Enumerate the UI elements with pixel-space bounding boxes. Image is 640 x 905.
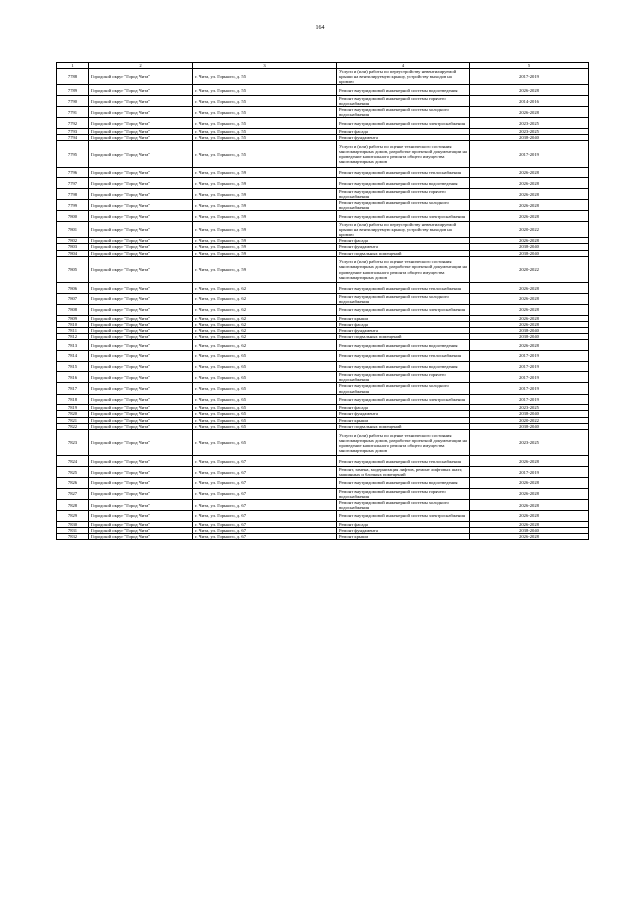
cell-period: 2026-2028 xyxy=(470,178,589,189)
cell-period: 2026-2028 xyxy=(470,238,589,244)
table-row xyxy=(57,383,589,394)
cell-work-type: Ремонт крыши xyxy=(337,315,470,321)
cell-work-type: Ремонт внутридомовой инженерной системы электроснабжения xyxy=(337,118,470,129)
table-row xyxy=(57,394,589,405)
cell-row-number: 7813 xyxy=(57,340,89,351)
cell-period: 2026-2028 xyxy=(470,456,589,467)
cell-work-type: Ремонт внутридомовой инженерной системы холодного водоснабжения xyxy=(337,200,470,211)
cell-address: г. Чита, ул. Горького, д. 62 xyxy=(193,305,337,316)
cell-row-number: 7804 xyxy=(57,250,89,256)
cell-row-number: 7801 xyxy=(57,221,89,237)
header-col-4: 4 xyxy=(337,63,470,69)
table-row xyxy=(57,256,589,283)
cell-work-type: Ремонт внутридомовой инженерной системы холодного водоснабжения xyxy=(337,107,470,118)
cell-municipality: Городской округ "Город Чита" xyxy=(89,305,193,316)
cell-address: г. Чита, ул. Горького, д. 62 xyxy=(193,315,337,321)
cell-municipality: Городской округ "Город Чита" xyxy=(89,394,193,405)
cell-municipality: Городской округ "Город Чита" xyxy=(89,250,193,256)
cell-municipality: Городской округ "Город Чита" xyxy=(89,178,193,189)
cell-address: г. Чита, ул. Горького, д. 59 xyxy=(193,250,337,256)
cell-address: г. Чита, ул. Горького, д. 65 xyxy=(193,361,337,372)
cell-row-number: 7831 xyxy=(57,527,89,533)
cell-period: 2026-2028 xyxy=(470,200,589,211)
cell-period: 2026-2028 xyxy=(470,321,589,327)
cell-work-type: Ремонт фундамента xyxy=(337,527,470,533)
cell-municipality: Городской округ "Город Чита" xyxy=(89,95,193,106)
cell-address: г. Чита, ул. Горького, д. 55 xyxy=(193,95,337,106)
cell-municipality: Городской округ "Город Чита" xyxy=(89,361,193,372)
cell-address: г. Чита, ул. Горького, д. 67 xyxy=(193,511,337,522)
header-col-2: 2 xyxy=(89,63,193,69)
cell-period: 2017-2019 xyxy=(470,383,589,394)
cell-address: г. Чита, ул. Горького, д. 55 xyxy=(193,107,337,118)
cell-work-type: Ремонт внутридомовой инженерной системы холодного водоснабжения xyxy=(337,383,470,394)
cell-work-type: Ремонт внутридомовой инженерной системы холодного водоснабжения xyxy=(337,293,470,304)
cell-municipality: Городской округ "Город Чита" xyxy=(89,69,193,85)
cell-period: 2026-2028 xyxy=(470,315,589,321)
cell-work-type: Ремонт внутридомовой инженерной системы холодного водоснабжения xyxy=(337,500,470,511)
cell-municipality: Городской округ "Город Чита" xyxy=(89,456,193,467)
table-row xyxy=(57,511,589,522)
table-row xyxy=(57,456,589,467)
cell-row-number: 7800 xyxy=(57,211,89,222)
cell-address: г. Чита, ул. Горького, д. 59 xyxy=(193,178,337,189)
cell-address: г. Чита, ул. Горького, д. 55 xyxy=(193,135,337,141)
cell-address: г. Чита, ул. Горького, д. 59 xyxy=(193,167,337,178)
cell-row-number: 7789 xyxy=(57,85,89,96)
header-col-3: 3 xyxy=(193,63,337,69)
page-number: 164 xyxy=(315,25,325,31)
cell-address: г. Чита, ул. Горького, д. 59 xyxy=(193,200,337,211)
cell-work-type: Ремонт фасада xyxy=(337,238,470,244)
table-row xyxy=(57,200,589,211)
cell-row-number: 7793 xyxy=(57,128,89,134)
cell-work-type: Услуги и (или) работы по переустройству невентилируемой крыши на вентилируемую крышу, устройству выходов на кровлю xyxy=(337,221,470,237)
cell-period: 2017-2019 xyxy=(470,69,589,85)
cell-work-type: Ремонт внутридомовой инженерной системы горячего водоснабжения xyxy=(337,189,470,200)
cell-municipality: Городской округ "Город Чита" xyxy=(89,383,193,394)
cell-period: 2026-2028 xyxy=(470,500,589,511)
table-row xyxy=(57,429,589,456)
cell-work-type: Ремонт фасада xyxy=(337,405,470,411)
cell-municipality: Городской округ "Город Чита" xyxy=(89,372,193,383)
cell-period: 2023-2025 xyxy=(470,405,589,411)
cell-row-number: 7797 xyxy=(57,178,89,189)
cell-municipality: Городской округ "Город Чита" xyxy=(89,478,193,489)
cell-work-type: Ремонт внутридомовой инженерной системы электроснабжения xyxy=(337,394,470,405)
cell-municipality: Городской округ "Город Чита" xyxy=(89,85,193,96)
cell-period: 2026-2028 xyxy=(470,305,589,316)
cell-municipality: Городской округ "Город Чита" xyxy=(89,405,193,411)
cell-address: г. Чита, ул. Горького, д. 55 xyxy=(193,141,337,168)
cell-municipality: Городской округ "Город Чита" xyxy=(89,211,193,222)
cell-municipality: Городской округ "Город Чита" xyxy=(89,488,193,499)
cell-period: 2026-2028 xyxy=(470,293,589,304)
cell-period: 2020-2022 xyxy=(470,417,589,423)
cell-row-number: 7796 xyxy=(57,167,89,178)
table-row xyxy=(57,361,589,372)
cell-row-number: 7810 xyxy=(57,321,89,327)
cell-municipality: Городской округ "Город Чита" xyxy=(89,315,193,321)
table-row xyxy=(57,305,589,316)
cell-row-number: 7792 xyxy=(57,118,89,129)
cell-row-number: 7812 xyxy=(57,334,89,340)
cell-row-number: 7829 xyxy=(57,511,89,522)
table-row xyxy=(57,141,589,168)
cell-municipality: Городской округ "Город Чита" xyxy=(89,411,193,417)
cell-period: 2017-2019 xyxy=(470,394,589,405)
cell-address: г. Чита, ул. Горького, д. 59 xyxy=(193,221,337,237)
cell-row-number: 7814 xyxy=(57,351,89,362)
table-row xyxy=(57,478,589,489)
cell-municipality: Городской округ "Город Чита" xyxy=(89,283,193,294)
cell-work-type: Ремонт подвальных помещений xyxy=(337,423,470,429)
cell-work-type: Ремонт внутридомовой инженерной системы теплоснабжения xyxy=(337,167,470,178)
cell-address: г. Чита, ул. Горького, д. 67 xyxy=(193,456,337,467)
cell-address: г. Чита, ул. Горького, д. 67 xyxy=(193,500,337,511)
header-col-1: 1 xyxy=(57,63,89,69)
cell-municipality: Городской округ "Город Чита" xyxy=(89,527,193,533)
table-row xyxy=(57,85,589,96)
cell-row-number: 7820 xyxy=(57,411,89,417)
table-row xyxy=(57,211,589,222)
cell-period: 2023-2025 xyxy=(470,118,589,129)
cell-municipality: Городской округ "Город Чита" xyxy=(89,141,193,168)
cell-row-number: 7824 xyxy=(57,456,89,467)
cell-period: 2038-2040 xyxy=(470,250,589,256)
cell-row-number: 7822 xyxy=(57,423,89,429)
table-row xyxy=(57,107,589,118)
cell-row-number: 7827 xyxy=(57,488,89,499)
table-row xyxy=(57,167,589,178)
cell-work-type: Услуги и (или) работы по оценке технического состояния многоквартирных домов, разработке проектной документации на проведение капитального ремонта общего имущества многоквартирных домов xyxy=(337,429,470,456)
cell-period: 2038-2040 xyxy=(470,334,589,340)
cell-municipality: Городской округ "Город Чита" xyxy=(89,128,193,134)
cell-municipality: Городской округ "Город Чита" xyxy=(89,256,193,283)
cell-address: г. Чита, ул. Горького, д. 65 xyxy=(193,405,337,411)
cell-address: г. Чита, ул. Горького, д. 67 xyxy=(193,527,337,533)
cell-address: г. Чита, ул. Горького, д. 62 xyxy=(193,293,337,304)
table-row xyxy=(57,500,589,511)
cell-work-type: Ремонт внутридомовой инженерной системы горячего водоснабжения xyxy=(337,488,470,499)
cell-row-number: 7811 xyxy=(57,328,89,334)
table-row xyxy=(57,488,589,499)
cell-work-type: Ремонт внутридомовой инженерной системы электроснабжения xyxy=(337,211,470,222)
cell-row-number: 7799 xyxy=(57,200,89,211)
cell-work-type: Ремонт внутридомовой инженерной системы электроснабжения xyxy=(337,305,470,316)
cell-address: г. Чита, ул. Горького, д. 59 xyxy=(193,256,337,283)
cell-period: 2020-2022 xyxy=(470,221,589,237)
cell-municipality: Городской округ "Город Чита" xyxy=(89,511,193,522)
cell-municipality: Городской округ "Город Чита" xyxy=(89,167,193,178)
cell-address: г. Чита, ул. Горького, д. 67 xyxy=(193,534,337,540)
cell-address: г. Чита, ул. Горького, д. 55 xyxy=(193,85,337,96)
cell-municipality: Городской округ "Город Чита" xyxy=(89,417,193,423)
cell-address: г. Чита, ул. Горького, д. 65 xyxy=(193,423,337,429)
cell-row-number: 7825 xyxy=(57,467,89,478)
cell-period: 2026-2028 xyxy=(470,211,589,222)
cell-row-number: 7798 xyxy=(57,189,89,200)
cell-period: 2017-2019 xyxy=(470,467,589,478)
cell-row-number: 7809 xyxy=(57,315,89,321)
cell-work-type: Ремонт подвальных помещений xyxy=(337,334,470,340)
cell-municipality: Городской округ "Город Чита" xyxy=(89,429,193,456)
cell-municipality: Городской округ "Город Чита" xyxy=(89,521,193,527)
cell-address: г. Чита, ул. Горького, д. 62 xyxy=(193,283,337,294)
cell-period: 2038-2040 xyxy=(470,135,589,141)
cell-address: г. Чита, ул. Горького, д. 65 xyxy=(193,351,337,362)
cell-municipality: Городской округ "Город Чита" xyxy=(89,321,193,327)
table-row xyxy=(57,283,589,294)
cell-address: г. Чита, ул. Горького, д. 55 xyxy=(193,118,337,129)
cell-row-number: 7828 xyxy=(57,500,89,511)
cell-period: 2026-2028 xyxy=(470,521,589,527)
cell-address: г. Чита, ул. Горького, д. 55 xyxy=(193,128,337,134)
cell-municipality: Городской округ "Город Чита" xyxy=(89,334,193,340)
cell-municipality: Городской округ "Город Чита" xyxy=(89,221,193,237)
cell-work-type: Услуги и (или) работы по переустройству невентилируемой крыши на вентилируемую крышу, устройству выходов на кровлю xyxy=(337,69,470,85)
cell-row-number: 7830 xyxy=(57,521,89,527)
cell-work-type: Ремонт внутридомовой инженерной системы горячего водоснабжения xyxy=(337,95,470,106)
table-row xyxy=(57,340,589,351)
cell-municipality: Городской округ "Город Чита" xyxy=(89,534,193,540)
table-row xyxy=(57,467,589,478)
cell-municipality: Городской округ "Город Чита" xyxy=(89,135,193,141)
cell-period: 2023-2025 xyxy=(470,429,589,456)
cell-address: г. Чита, ул. Горького, д. 65 xyxy=(193,383,337,394)
cell-period: 2026-2028 xyxy=(470,478,589,489)
table-row xyxy=(57,95,589,106)
cell-address: г. Чита, ул. Горького, д. 67 xyxy=(193,521,337,527)
table-row xyxy=(57,189,589,200)
cell-period: 2014-2016 xyxy=(470,95,589,106)
cell-municipality: Городской округ "Город Чита" xyxy=(89,467,193,478)
cell-row-number: 7802 xyxy=(57,238,89,244)
cell-row-number: 7795 xyxy=(57,141,89,168)
cell-row-number: 7806 xyxy=(57,283,89,294)
cell-municipality: Городской округ "Город Чита" xyxy=(89,328,193,334)
cell-row-number: 7817 xyxy=(57,383,89,394)
cell-address: г. Чита, ул. Горького, д. 65 xyxy=(193,372,337,383)
cell-work-type: Ремонт внутридомовой инженерной системы водоотведения xyxy=(337,340,470,351)
cell-address: г. Чита, ул. Горького, д. 67 xyxy=(193,488,337,499)
table-row xyxy=(57,293,589,304)
cell-work-type: Ремонт фундамента xyxy=(337,244,470,250)
table-row xyxy=(57,178,589,189)
cell-municipality: Городской округ "Город Чита" xyxy=(89,189,193,200)
cell-period: 2038-2040 xyxy=(470,328,589,334)
cell-work-type: Ремонт внутридомовой инженерной системы теплоснабжения xyxy=(337,283,470,294)
cell-row-number: 7788 xyxy=(57,69,89,85)
cell-period: 2026-2028 xyxy=(470,167,589,178)
cell-municipality: Городской округ "Город Чита" xyxy=(89,293,193,304)
cell-municipality: Городской округ "Город Чита" xyxy=(89,500,193,511)
cell-work-type: Ремонт фасада xyxy=(337,128,470,134)
cell-period: 2017-2019 xyxy=(470,141,589,168)
cell-row-number: 7818 xyxy=(57,394,89,405)
cell-row-number: 7821 xyxy=(57,417,89,423)
cell-period: 2017-2019 xyxy=(470,351,589,362)
cell-row-number: 7803 xyxy=(57,244,89,250)
cell-work-type: Ремонт внутридомовой инженерной системы теплоснабжения xyxy=(337,456,470,467)
cell-period: 2038-2040 xyxy=(470,244,589,250)
cell-address: г. Чита, ул. Горького, д. 67 xyxy=(193,467,337,478)
cell-work-type: Ремонт крыши xyxy=(337,534,470,540)
table-row xyxy=(57,118,589,129)
cell-municipality: Городской округ "Город Чита" xyxy=(89,423,193,429)
cell-address: г. Чита, ул. Горького, д. 62 xyxy=(193,321,337,327)
cell-work-type: Ремонт внутридомовой инженерной системы горячего водоснабжения xyxy=(337,372,470,383)
cell-period: 2020-2022 xyxy=(470,256,589,283)
cell-work-type: Ремонт фасада xyxy=(337,321,470,327)
cell-address: г. Чита, ул. Горького, д. 62 xyxy=(193,340,337,351)
cell-row-number: 7832 xyxy=(57,534,89,540)
cell-address: г. Чита, ул. Горького, д. 65 xyxy=(193,417,337,423)
cell-row-number: 7791 xyxy=(57,107,89,118)
cell-period: 2026-2028 xyxy=(470,534,589,540)
cell-address: г. Чита, ул. Горького, д. 67 xyxy=(193,478,337,489)
cell-period: 2038-2040 xyxy=(470,411,589,417)
cell-address: г. Чита, ул. Горького, д. 65 xyxy=(193,411,337,417)
capital-repair-table xyxy=(56,62,589,540)
cell-work-type: Ремонт подвальных помещений xyxy=(337,250,470,256)
cell-work-type: Ремонт, замена, модернизация лифтов, ремонт лифтовых шахт, машинных и блочных помещений xyxy=(337,467,470,478)
table-body xyxy=(57,69,589,540)
cell-municipality: Городской округ "Город Чита" xyxy=(89,107,193,118)
cell-period: 2023-2025 xyxy=(470,128,589,134)
cell-period: 2017-2019 xyxy=(470,361,589,372)
cell-period: 2026-2028 xyxy=(470,107,589,118)
header-col-5: 5 xyxy=(470,63,589,69)
cell-period: 2026-2028 xyxy=(470,189,589,200)
cell-row-number: 7819 xyxy=(57,405,89,411)
cell-row-number: 7826 xyxy=(57,478,89,489)
cell-row-number: 7794 xyxy=(57,135,89,141)
cell-period: 2026-2028 xyxy=(470,340,589,351)
cell-address: г. Чита, ул. Горького, д. 62 xyxy=(193,334,337,340)
cell-row-number: 7807 xyxy=(57,293,89,304)
cell-address: г. Чита, ул. Горького, д. 65 xyxy=(193,394,337,405)
cell-period: 2017-2019 xyxy=(470,372,589,383)
cell-address: г. Чита, ул. Горького, д. 65 xyxy=(193,429,337,456)
cell-municipality: Городской округ "Город Чита" xyxy=(89,351,193,362)
table-row xyxy=(57,221,589,237)
cell-address: г. Чита, ул. Горького, д. 59 xyxy=(193,189,337,200)
table-row xyxy=(57,534,589,540)
cell-work-type: Услуги и (или) работы по оценке технического состояния многоквартирных домов, разработке проектной документации на проведение капитального ремонта общего имущества многоквартирных домов xyxy=(337,256,470,283)
table-row xyxy=(57,351,589,362)
cell-work-type: Ремонт фасада xyxy=(337,521,470,527)
cell-row-number: 7808 xyxy=(57,305,89,316)
cell-municipality: Городской округ "Город Чита" xyxy=(89,340,193,351)
cell-row-number: 7790 xyxy=(57,95,89,106)
cell-row-number: 7815 xyxy=(57,361,89,372)
cell-row-number: 7823 xyxy=(57,429,89,456)
cell-work-type: Ремонт внутридомовой инженерной системы водоотведения xyxy=(337,361,470,372)
cell-period: 2038-2040 xyxy=(470,527,589,533)
cell-work-type: Услуги и (или) работы по оценке технического состояния многоквартирных домов, разработке проектной документации на проведение капитального ремонта общего имущества многоквартирных домов xyxy=(337,141,470,168)
cell-municipality: Городской округ "Город Чита" xyxy=(89,118,193,129)
cell-work-type: Ремонт фундамента xyxy=(337,328,470,334)
cell-work-type: Ремонт крыши xyxy=(337,417,470,423)
cell-work-type: Ремонт внутридомовой инженерной системы водоотведения xyxy=(337,478,470,489)
cell-municipality: Городской округ "Город Чита" xyxy=(89,200,193,211)
cell-period: 2026-2028 xyxy=(470,488,589,499)
table-row xyxy=(57,69,589,85)
cell-work-type: Ремонт внутридомовой инженерной системы электроснабжения xyxy=(337,511,470,522)
cell-period: 2026-2028 xyxy=(470,511,589,522)
cell-address: г. Чита, ул. Горького, д. 62 xyxy=(193,328,337,334)
cell-work-type: Ремонт фундамента xyxy=(337,411,470,417)
cell-municipality: Городской округ "Город Чита" xyxy=(89,244,193,250)
cell-address: г. Чита, ул. Горького, д. 59 xyxy=(193,211,337,222)
cell-row-number: 7816 xyxy=(57,372,89,383)
cell-address: г. Чита, ул. Горького, д. 59 xyxy=(193,244,337,250)
cell-period: 2026-2028 xyxy=(470,85,589,96)
cell-work-type: Ремонт внутридомовой инженерной системы водоотведения xyxy=(337,178,470,189)
cell-work-type: Ремонт внутридомовой инженерной системы водоотведения xyxy=(337,85,470,96)
cell-row-number: 7805 xyxy=(57,256,89,283)
cell-address: г. Чита, ул. Горького, д. 59 xyxy=(193,238,337,244)
cell-period: 2026-2028 xyxy=(470,283,589,294)
cell-municipality: Городской округ "Город Чита" xyxy=(89,238,193,244)
table-row xyxy=(57,372,589,383)
cell-period: 2038-2040 xyxy=(470,423,589,429)
cell-address: г. Чита, ул. Горького, д. 55 xyxy=(193,69,337,85)
cell-work-type: Ремонт внутридомовой инженерной системы теплоснабжения xyxy=(337,351,470,362)
cell-work-type: Ремонт фундамента xyxy=(337,135,470,141)
